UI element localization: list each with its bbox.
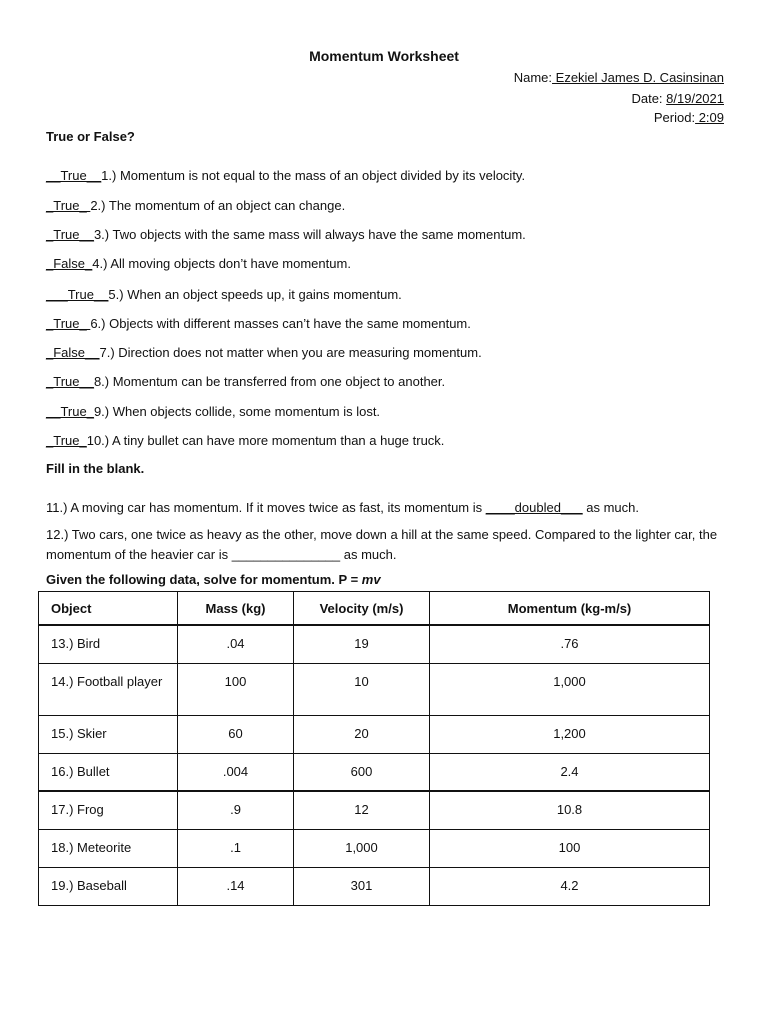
date-line <box>631 91 724 106</box>
tf-item <box>46 404 380 419</box>
tf-item <box>46 345 482 360</box>
header-velocity: Velocity (m/s) <box>294 592 430 626</box>
name-label: Name: <box>513 70 553 85</box>
period-label: Period: <box>653 110 696 125</box>
date-value: 8/19/2021 <box>666 91 724 106</box>
cell-mass: .14 <box>178 867 294 905</box>
q11-text-after: as much. <box>582 500 639 515</box>
cell-momentum: 10.8 <box>430 791 710 829</box>
table-row <box>39 867 710 905</box>
cell-momentum: 1,200 <box>430 715 710 753</box>
header-momentum: Momentum (kg-m/s) <box>430 592 710 626</box>
tf-answer: ___True__ <box>46 287 109 302</box>
tf-statement: 1.) Momentum is not equal to the mass of an object divided by its velocity. <box>101 168 526 183</box>
tf-item <box>46 316 471 331</box>
table-row <box>39 753 710 791</box>
tf-item <box>46 287 402 302</box>
question-11 <box>46 498 736 518</box>
table-row <box>39 625 710 663</box>
tf-statement: 9.) When objects collide, some momentum is lost. <box>93 404 381 419</box>
table-header-row <box>39 592 710 626</box>
table-row <box>39 791 710 829</box>
cell-object: 19.) Baseball <box>39 867 178 905</box>
tf-item <box>46 374 445 389</box>
cell-mass: 60 <box>178 715 294 753</box>
momentum-table <box>38 591 710 906</box>
given-text: Given the following data, solve for momentum. P = <box>46 572 362 587</box>
given-formula: mv <box>361 572 381 587</box>
tf-answer: __True__ <box>46 168 102 183</box>
tf-answer: _True_ <box>46 433 87 448</box>
q11-answer: ____doubled___ <box>485 500 583 515</box>
name-value: Ezekiel James D. Casinsinan <box>552 70 724 85</box>
tf-statement: 8.) Momentum can be transferred from one object to another. <box>93 374 446 389</box>
cell-mass: .9 <box>178 791 294 829</box>
tf-statement: 4.) All moving objects don’t have momentum. <box>92 256 351 271</box>
tf-statement: 6.) Objects with different masses can’t have the same momentum. <box>90 316 471 331</box>
cell-momentum: 4.2 <box>430 867 710 905</box>
tf-statement: 5.) When an object speeds up, it gains momentum. <box>108 287 402 302</box>
cell-velocity: 12 <box>294 791 430 829</box>
cell-momentum: .76 <box>430 625 710 663</box>
cell-object: 16.) Bullet <box>39 753 178 791</box>
table-instructions <box>46 572 381 587</box>
cell-velocity: 1,000 <box>294 829 430 867</box>
tf-item <box>46 168 525 183</box>
cell-mass: .04 <box>178 625 294 663</box>
cell-velocity: 600 <box>294 753 430 791</box>
cell-momentum: 2.4 <box>430 753 710 791</box>
q11-text-before: 11.) A moving car has momentum. If it moves twice as fast, its momentum is <box>46 500 486 515</box>
tf-answer: _True__ <box>46 227 94 242</box>
table-row <box>39 663 710 715</box>
tf-statement: 7.) Direction does not matter when you are measuring momentum. <box>99 345 482 360</box>
cell-object: 13.) Bird <box>39 625 178 663</box>
tf-item <box>46 227 526 242</box>
cell-momentum: 100 <box>430 829 710 867</box>
cell-mass: 100 <box>178 663 294 715</box>
table-row <box>39 715 710 753</box>
tf-answer: __True_ <box>46 404 94 419</box>
tf-answer: _False__ <box>46 345 100 360</box>
tf-answer: _True__ <box>46 374 94 389</box>
cell-momentum: 1,000 <box>430 663 710 715</box>
tf-answer: _True_ <box>46 316 91 331</box>
cell-velocity: 20 <box>294 715 430 753</box>
tf-statement: 10.) A tiny bullet can have more momentum than a huge truck. <box>86 433 445 448</box>
tf-item <box>46 198 345 213</box>
tf-answer: _False_ <box>46 256 93 271</box>
date-label: Date: <box>631 91 667 106</box>
name-line <box>514 70 724 85</box>
cell-object: 15.) Skier <box>39 715 178 753</box>
tf-statement: 2.) The momentum of an object can change. <box>90 198 346 213</box>
cell-velocity: 301 <box>294 867 430 905</box>
period-value: 2:09 <box>695 110 724 125</box>
header-mass: Mass (kg) <box>178 592 294 626</box>
period-line <box>654 110 724 125</box>
header-object: Object <box>39 592 178 626</box>
tf-item <box>46 433 444 448</box>
cell-object: 18.) Meteorite <box>39 829 178 867</box>
table-row <box>39 829 710 867</box>
cell-mass: .004 <box>178 753 294 791</box>
tf-item <box>46 256 351 271</box>
fill-blank-heading: Fill in the blank. <box>46 461 145 476</box>
cell-object: 14.) Football player <box>39 663 178 715</box>
cell-mass: .1 <box>178 829 294 867</box>
tf-answer: _True_ <box>46 198 91 213</box>
cell-velocity: 19 <box>294 625 430 663</box>
page-title: Momentum Worksheet <box>309 48 459 64</box>
tf-statement: 3.) Two objects with the same mass will always have the same momentum. <box>93 227 526 242</box>
cell-velocity: 10 <box>294 663 430 715</box>
question-12: 12.) Two cars, one twice as heavy as the other, move down a hill at the same speed. Compared to the lighter car, the momentum of the heavier car is _______________ as much. <box>46 527 718 562</box>
cell-object: 17.) Frog <box>39 791 178 829</box>
true-false-heading: True or False? <box>46 129 135 144</box>
